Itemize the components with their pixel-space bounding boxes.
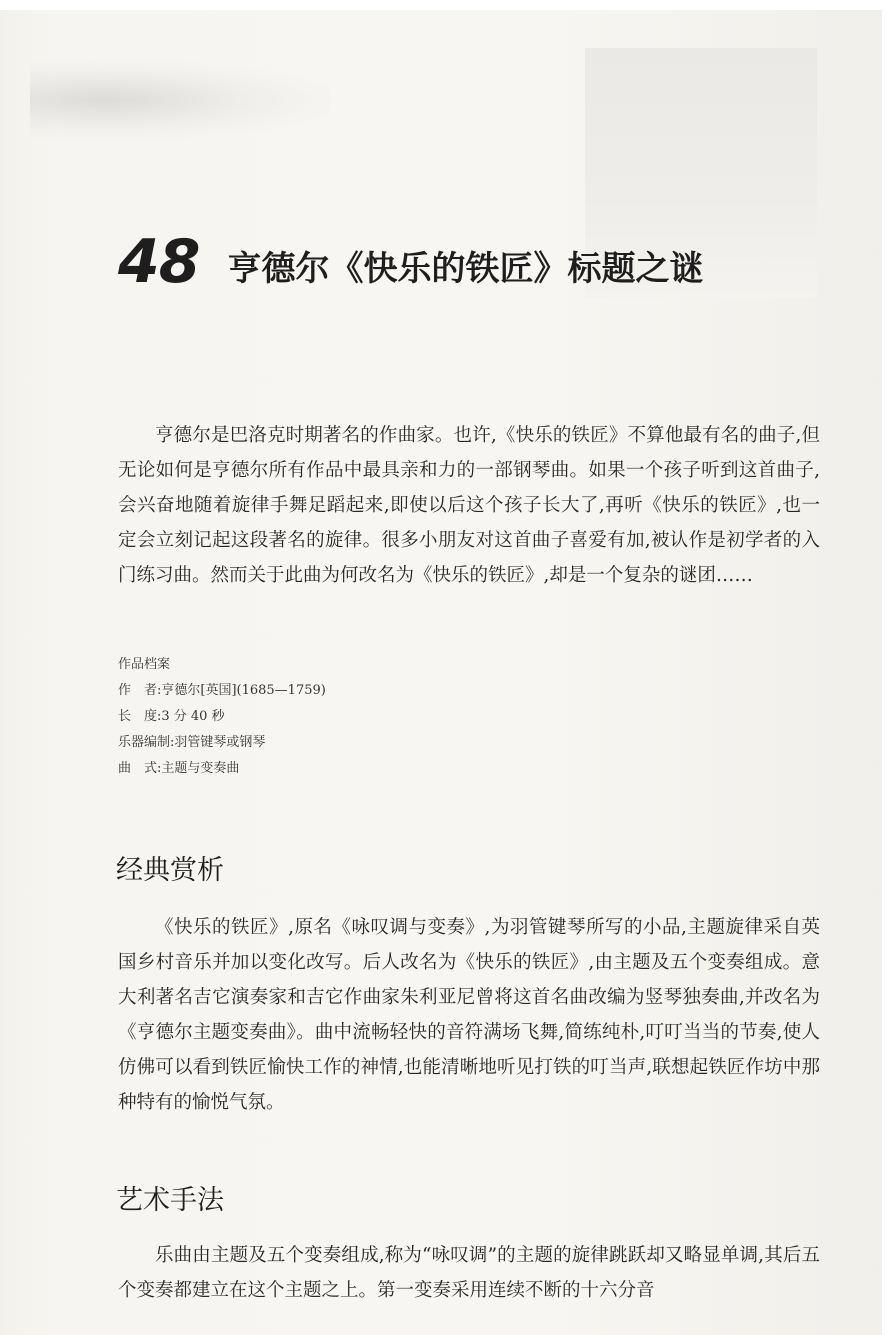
- chapter-title-row: [118, 222, 704, 302]
- profile-form: 曲 式:主题与变奏曲: [118, 761, 240, 776]
- page-top-margin: [0, 0, 896, 10]
- section-heading-classic-analysis: 经典赏析: [116, 855, 224, 886]
- intro-paragraph: 亨德尔是巴洛克时期著名的作曲家。也许,《快乐的铁匠》不算他最有名的曲子,但无论如何是亨德尔所有作品中最具亲和力的一部钢琴曲。如果一个孩子听到这首曲子,会兴奋地随着旋律手舞足蹈起来,即使以后这个孩子长大了,再听《快乐的铁匠》,也一定会立刻记起这段著名的旋律。很多小朋友对这首曲子喜爱有加,被认作是初学者的入门练习曲。然而关于此曲为何改名为《快乐的铁匠》,却是一个复杂的谜团……: [118, 425, 820, 586]
- chapter-number: 48: [118, 227, 200, 297]
- profile-heading: 作品档案: [118, 657, 171, 672]
- profile-length: 长 度:3 分 40 秒: [118, 709, 225, 724]
- page-right-margin: [882, 0, 896, 1335]
- classic-analysis-paragraph: 《快乐的铁匠》,原名《咏叹调与变奏》,为羽管键琴所写的小品,主题旋律采自英国乡村音乐并加以变化改写。后人改名为《快乐的铁匠》,由主题及五个变奏组成。意大利著名吉它演奏家和吉它作曲家朱利亚尼曾将这首名曲改编为竖琴独奏曲,并改名为《亨德尔主题变奏曲》。曲中流畅轻快的音符满场飞舞,简练纯朴,叮叮当当的节奏,使人仿佛可以看到铁匠愉快工作的神情,也能清晰地听见打铁的叮当声,联想起铁匠作坊中那种特有的愉悦气氛。: [118, 917, 820, 1113]
- artistic-technique-paragraph: 乐曲由主题及五个变奏组成,称为“咏叹调”的主题的旋律跳跃却又略显单调,其后五个变奏都建立在这个主题之上。第一变奏采用连续不断的十六分音: [118, 1245, 820, 1301]
- chapter-title: 亨德尔《快乐的铁匠》标题之谜: [227, 249, 704, 289]
- section-heading-artistic-technique: 艺术手法: [116, 1185, 224, 1216]
- profile-instruments: 乐器编制:羽管键琴或钢琴: [118, 735, 266, 750]
- header-decoration: [30, 60, 330, 140]
- profile-author: 作 者:亨德尔[英国](1685—1759): [118, 683, 326, 698]
- work-profile: [118, 652, 538, 782]
